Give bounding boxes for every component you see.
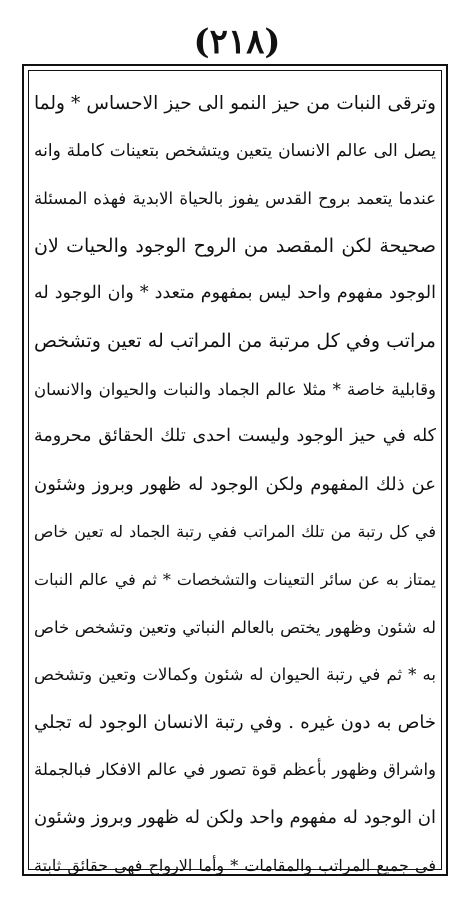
text-line: صحيحة لكن المقصد من الروح الوجود والحيات لان bbox=[34, 234, 436, 257]
text-line: يصل الى عالم الانسان يتعين ويتشخص بتعينات كاملة وانه bbox=[34, 140, 436, 161]
text-line: يمتاز به عن سائر التعينات والتشخصات * ثم في عالم النبات bbox=[34, 569, 436, 589]
text-line: كله في حيز الوجود وليست احدى تلك الحقائق محرومة bbox=[34, 426, 436, 447]
page-number: (٢١٨) bbox=[193, 22, 281, 62]
text-line: مراتب وفي كل مرتبة من المراتب له تعين وتشخص bbox=[34, 329, 436, 352]
text-line: عندما يتعمد بروح القدس يفوز بالحياة الابدية فهذه المسئلة bbox=[34, 189, 436, 209]
text-line: به * ثم في رتبة الحيوان له شئون وكمالات وتعين وتشخص bbox=[34, 665, 436, 685]
text-line: عن ذلك المفهوم ولكن الوجود له ظهور وبروز وشئون bbox=[34, 473, 436, 495]
text-line: وترقى النبات من حيز النمو الى حيز الاحساس * ولما bbox=[34, 93, 436, 114]
text-line: في كل رتبة من تلك المراتب ففي رتبة الجماد له تعين خاص bbox=[34, 522, 437, 542]
text-line: الوجود مفهوم واحد ليس بمفهوم متعدد * وان الوجود له bbox=[34, 283, 436, 304]
text-line: خاص به دون غيره . وفي رتبة الانسان الوجود له تجلي bbox=[34, 711, 436, 733]
text-line: ان الوجود له مفهوم واحد ولكن له ظهور وبروز وشئون bbox=[34, 806, 436, 828]
text-line: له شئون وظهور يختص بالعالم النباتي وتعين وتشخص خاص bbox=[34, 617, 436, 637]
text-body bbox=[34, 80, 437, 875]
text-line: في جميع المراتب والمقامات * وأما الارواح فهي حقائق ثابتة bbox=[34, 855, 436, 875]
text-line: واشراق وظهور بأعظم قوة تصور في عالم الافكار فبالجملة bbox=[34, 760, 436, 780]
text-line: وقابلية خاصة * مثلا عالم الجماد والنبات والحيوان والانسان bbox=[34, 379, 436, 399]
